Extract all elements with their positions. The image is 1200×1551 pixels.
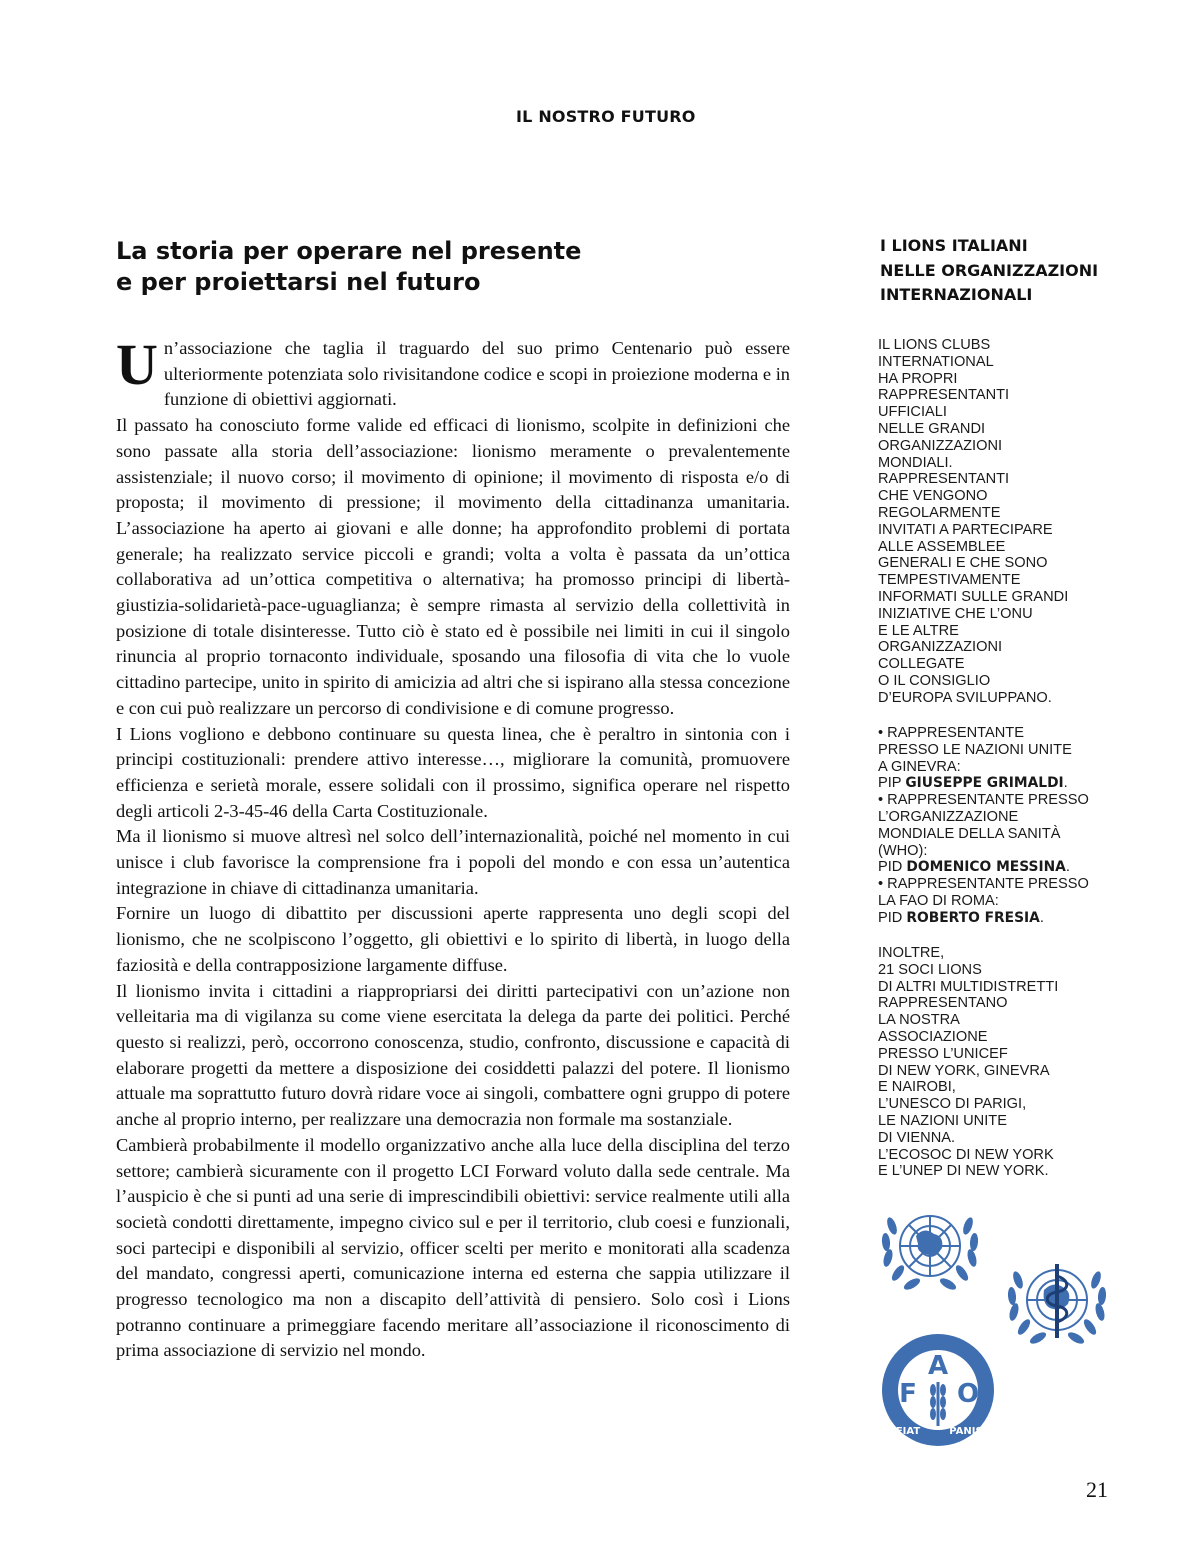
sidebar-line: L’UNESCO DI PARIGI,: [878, 1096, 1027, 1113]
who-emblem-icon: [998, 1246, 1116, 1358]
drop-cap: U: [116, 332, 158, 397]
fao-letter: O: [956, 1379, 980, 1409]
sidebar-line: LA NOSTRA: [878, 1012, 960, 1029]
sidebar-line: MONDIALE DELLA SANITÀ: [878, 825, 1061, 842]
section-label: IL NOSTRO FUTURO: [516, 107, 696, 126]
rep-name: DOMENICO MESSINA: [906, 859, 1066, 876]
sidebar-line: E L’UNEP DI NEW YORK.: [878, 1163, 1049, 1180]
sidebar-title-line: NELLE ORGANIZZAZIONI: [880, 260, 1099, 280]
sidebar-line: IL LIONS CLUBS: [878, 337, 991, 353]
sidebar-intro: [878, 337, 1178, 707]
sidebar-line: INVITATI A PARTECIPARE: [878, 521, 1053, 538]
sidebar-line: DI NEW YORK, GINEVRA: [878, 1062, 1050, 1079]
sidebar-line: RAPPRESENTANO: [878, 995, 1008, 1012]
sidebar-line: L’ORGANIZZAZIONE: [878, 808, 1019, 825]
rep-title: PID: [878, 859, 907, 876]
sidebar-line: UFFICIALI: [878, 404, 947, 421]
rep-name: GIUSEPPE GRIMALDI: [905, 775, 1064, 792]
rep-fao: [878, 876, 1178, 910]
sidebar-line: RAPPRESENTANTI: [878, 387, 1010, 404]
fao-letter: F: [899, 1379, 917, 1409]
sidebar-line: TEMPESTIVAMENTE: [878, 572, 1021, 589]
sidebar-line: INIZIATIVE CHE L’ONU: [878, 605, 1033, 622]
article-paragraph: Ma il lionismo si muove altresì nel solco dell’internazionalità, poiché nel momento in cui unisce i club favorisce la comprensione fra i popoli del mondo e con essa un’autentica integrazione in chiave di cittadinanza umanitaria.: [116, 826, 790, 898]
sidebar-line: DI VIENNA.: [878, 1129, 956, 1146]
rep-period: .: [1039, 909, 1044, 926]
sidebar-line: COLLEGATE: [878, 656, 965, 673]
rep-title: PIP: [878, 775, 906, 792]
sidebar-other-delegates: [878, 945, 1178, 1180]
article-paragraph: Il lionismo invita i cittadini a riappropriarsi dei diritti partecipativi con un’azione non velleitaria ma di vigilanza su come viene esercitata la delega da parte dei politici. Perché questo si realizzi, però, occorrono conoscenza, studio, confronto, discussione e capacità di elaborare progetti da mettere a disposizione dei cosiddetti palazzi del potere. Il lionismo attuale ma soprattutto futuro dovrà ridare voce ai singoli, combattere ogni gruppo di potere anche al proprio interno, per realizzare una democrazia non formale ma sostanziale.: [116, 980, 790, 1130]
rep-name-line: [878, 775, 1178, 792]
rep-name: ROBERTO FRESIA: [906, 909, 1040, 926]
article-body: [116, 332, 790, 1364]
sidebar-line: MONDIALI.: [878, 454, 953, 471]
sidebar-title: [880, 234, 1180, 308]
sidebar-line: ORGANIZZAZIONI: [878, 437, 1003, 454]
sidebar-line: E NAIROBI,: [878, 1079, 956, 1096]
paragraph-text: n’associazione che taglia il traguardo del suo primo Centenario può essere ulteriormente potenziata solo rivisitandone codice e scopi in proiezione moderna e in funzione di obiettivi aggiornati.: [163, 338, 790, 410]
sidebar-line: GENERALI E CHE SONO: [878, 555, 1048, 572]
rep-name-line: [878, 859, 1178, 876]
article-title-line: La storia per operare nel presente: [116, 237, 582, 265]
rep-who: [878, 792, 1178, 859]
sidebar-line: ORGANIZZAZIONI: [878, 639, 1003, 656]
sidebar-line: 21 SOCI LIONS: [878, 961, 982, 978]
fao-letter: A: [927, 1351, 949, 1381]
sidebar-line: A GINEVRA:: [878, 758, 961, 775]
article-paragraph: Fornire un luogo di dibattito per discussioni aperte rappresenta uno degli scopi del lionismo, che ne scolpiscono l’oggetto, gli obiettivi e lo spirito di libertà, in luogo della faziosità e della contrapposizione largamente diffuse.: [116, 903, 790, 975]
article-paragraph: Cambierà probabilmente il modello organizzativo anche alla luce della disciplina del terzo settore; cambierà sicuramente con il progetto LCI Forward voluto dalla sede centrale. Ma l’auspicio è che si punti ad una serie di imprescindibili obiettivi: service realmente utili alla società condotti direttamente, impegno civico sul e per il territorio, club coesi e funzionali, soci partecipi e disponibili al servizio, officer scelti per merito e monitorati alla scadenza del mandato, congressi aperti, comunicazione interna ed esterna che sappia utilizzare il progresso tecnologico ma non a discapito dell’attività di pensiero. Solo così i Lions potranno continuare a primeggiare facendo meritare all’associazione il riconoscimento di prima associazione di servizio nel mondo.: [116, 1134, 790, 1361]
sidebar-line: O IL CONSIGLIO: [878, 672, 991, 689]
sidebar-line: • RAPPRESENTANTE PRESSO: [878, 792, 1089, 809]
page-number: 21: [1086, 1477, 1108, 1502]
sidebar-representatives: [878, 725, 1178, 927]
un-emblem-icon: [872, 1196, 988, 1304]
article-title-line: e per proiettarsi nel futuro: [116, 268, 481, 296]
sidebar-line: REGOLARMENTE: [878, 504, 1001, 521]
sidebar-line: HA PROPRI: [878, 370, 958, 387]
sidebar-title-line: I LIONS ITALIANI: [880, 236, 1028, 255]
sidebar-line: • RAPPRESENTANTE PRESSO: [878, 876, 1089, 893]
article-paragraph: I Lions vogliono e debbono continuare su questa linea, che è peraltro in sintonia con i principi costituzionali: prendere attivo interesse…, migliorare la comunità, promuovere efficienza e serietà morale, essere solidali con il prossimo, significa operare nel rispetto degli articoli 2-3-45-46 della Carta Costituzionale.: [116, 723, 790, 821]
sidebar-line: (WHO):: [878, 842, 928, 859]
sidebar-title-line: INTERNAZIONALI: [880, 285, 1033, 304]
sidebar-line: D’EUROPA SVILUPPANO.: [878, 689, 1052, 706]
sidebar-line: • RAPPRESENTANTE: [878, 725, 1024, 741]
sidebar-line: LA FAO DI ROMA:: [878, 892, 999, 909]
rep-period: .: [1065, 859, 1070, 876]
article-paragraph: Il passato ha conosciuto forme valide ed efficaci di lionismo, scolpite in definizioni che sono passate alla storia dell’associazione: lionismo meramente o prevalentemente assistenziale; il nuovo corso; il movimento di opinione; il movimento di risposta e/o di proposta; il movimento di pressione; il movimento della cittadinanza umanitaria. L’associazione ha aperto ai giovani e alle donne; ha approfondito problemi di portata generale; ha realizzato service piccoli e grandi; volta a volta è passata da un’ottica collaborativa ad un’ottica competitiva o alternativa; ha promosso principi di libertà-giustizia-solidarietà-pace-uguaglianza; è sempre rimasta al servizio della collettività in posizione di totale disinteresse. Tutto ciò è stato ed è possibile nei limiti in cui il singolo rinuncia al proprio tornaconto individuale, sposando una filosofia di vita che lo vuole cittadino partecipe, unito in spirito di amicizia ad altri che si ispirano alla stessa concezione e con cui può realizzare un percorso di condivisione e di comune progresso.: [116, 415, 790, 718]
rep-name-line: [878, 910, 1178, 927]
sidebar-line: ASSOCIAZIONE: [878, 1028, 988, 1045]
sidebar-line: L’ECOSOC DI NEW YORK: [878, 1146, 1054, 1163]
fao-motto: FIAT: [895, 1426, 921, 1437]
sidebar-line: LE NAZIONI UNITE: [878, 1112, 1007, 1129]
rep-title: PID: [878, 909, 907, 926]
fao-emblem-icon: [878, 1330, 998, 1450]
sidebar-line: INFORMATI SULLE GRANDI: [878, 588, 1069, 605]
sidebar-line: ALLE ASSEMBLEE: [878, 538, 1006, 555]
fao-motto: PANIS: [949, 1426, 983, 1437]
sidebar-line: CHE VENGONO: [878, 488, 988, 505]
article-title: [116, 236, 736, 298]
rep-period: .: [1063, 775, 1068, 792]
sidebar-line: E LE ALTRE: [878, 622, 959, 639]
sidebar-line: RAPPRESENTANTI: [878, 471, 1010, 488]
article-paragraph: [116, 332, 790, 413]
sidebar-line: DI ALTRI MULTIDISTRETTI: [878, 978, 1059, 995]
sidebar-line: INOLTRE,: [878, 945, 945, 961]
sidebar-line: INTERNATIONAL: [878, 353, 994, 370]
sidebar-line: PRESSO L’UNICEF: [878, 1045, 1008, 1062]
sidebar-line: NELLE GRANDI: [878, 420, 986, 437]
sidebar-line: PRESSO LE NAZIONI UNITE: [878, 741, 1072, 758]
rep-geneva: [878, 725, 1178, 775]
